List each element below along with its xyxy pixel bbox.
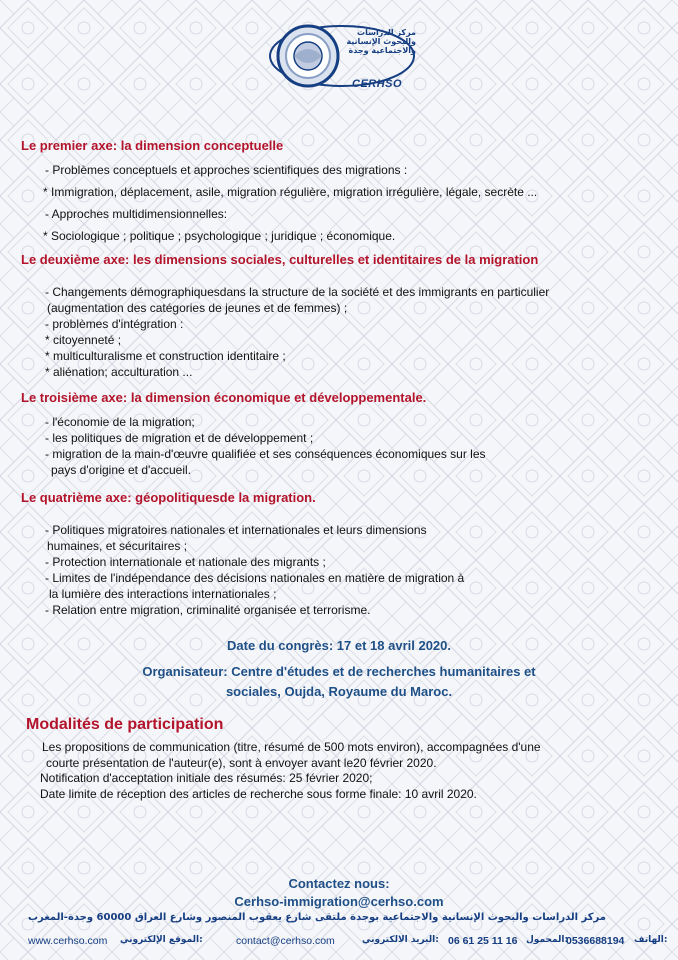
axis-3-line: - l'économie de la migration; bbox=[45, 415, 195, 429]
axis-3-lines bbox=[45, 414, 486, 478]
modalites-title: Modalités de participation bbox=[26, 716, 224, 733]
axis-1-lines bbox=[45, 162, 537, 244]
footer-phone-label: :الهاتف bbox=[634, 935, 668, 945]
axis-4-line: - Limites de l'indépendance des décisions nationales en matière de migration à bbox=[45, 571, 465, 585]
footer-email-label: :البريد الالكتروني bbox=[362, 935, 439, 945]
modalites-line: Date limite de réception des articles de recherche sous forme finale: 10 avril 2020. bbox=[40, 786, 477, 801]
axis-1-title: Le premier axe: la dimension conceptuelle bbox=[21, 138, 284, 153]
axis-1-line: - Problèmes conceptuels et approches scientifiques des migrations : bbox=[45, 163, 408, 177]
contact-title: Contactez nous: bbox=[288, 876, 390, 891]
logo-name: CERHSO bbox=[352, 78, 403, 90]
axis-2-lines bbox=[45, 284, 549, 380]
axis-4-line: la lumière des interactions internationales ; bbox=[49, 587, 277, 601]
modalites-line: Les propositions de communication (titre, résumé de 500 mots environ), accompagnées d'une bbox=[42, 740, 541, 754]
axis-4-line: - Politiques migratoires nationales et internationales et leurs dimensions bbox=[45, 523, 427, 537]
modalites-line: Notification d'acceptation initiale des résumés: 25 février 2020; bbox=[40, 771, 373, 785]
axis-3-line: pays d'origine et d'accueil. bbox=[51, 463, 191, 477]
axis-2-line: * multiculturalisme et construction identitaire ; bbox=[45, 349, 286, 363]
footer-mobile: 06 61 25 11 16 bbox=[448, 935, 518, 947]
axis-3-line: - migration de la main-d'œuvre qualifiée et ses conséquences économiques sur les bbox=[45, 447, 486, 461]
axis-4-title: Le quatrième axe: géopolitiquesde la migration. bbox=[21, 490, 316, 505]
axis-4-line: humaines, et sécuritaires ; bbox=[47, 539, 188, 553]
footer-email-link[interactable]: contact@cerhso.com bbox=[236, 935, 335, 947]
axis-2-line: (augmentation des catégories de jeunes et de femmes) ; bbox=[47, 301, 348, 315]
axis-1-line: * Sociologique ; politique ; psychologique ; juridique ; économique. bbox=[43, 229, 396, 243]
axis-2-line: * citoyenneté ; bbox=[45, 333, 122, 347]
footer-website-link[interactable]: www.cerhso.com bbox=[28, 935, 108, 947]
axis-2-title: Le deuxième axe: les dimensions sociales, culturelles et identitaires de la migration bbox=[21, 252, 539, 267]
axis-3-title: Le troisième axe: la dimension économique et développementale. bbox=[21, 390, 427, 405]
axis-2-line: - problèmes d'intégration : bbox=[45, 317, 184, 331]
axis-1-line: - Approches multidimensionnelles: bbox=[45, 207, 228, 221]
footer-phone: 0536688194 bbox=[566, 935, 625, 947]
axis-3-line: - les politiques de migration et de développement ; bbox=[45, 431, 314, 445]
organizer-line-2: sociales, Oujda, Royaume du Maroc. bbox=[225, 684, 453, 699]
axis-4-line: - Relation entre migration, criminalité organisée et terrorisme. bbox=[45, 603, 371, 617]
congress-date: Date du congrès: 17 et 18 avril 2020. bbox=[227, 638, 451, 653]
footer-mobile-label: :المحمول bbox=[526, 935, 569, 945]
axis-2-line: - Changements démographiquesdans la structure de la société et des immigrants en particulier bbox=[45, 285, 550, 299]
footer-address: مركز الدراسات والبحوث الإنسانية والاجتماعية بوجدة ملتقى شارع يعقوب المنصور وشارع العراق 60000 وجدة-المغرب bbox=[28, 912, 606, 923]
modalites-lines bbox=[42, 740, 541, 802]
cerhso-logo bbox=[266, 14, 418, 96]
contact-email-link[interactable]: Cerhso-immigration@cerhso.com bbox=[234, 894, 444, 909]
axis-4-lines bbox=[45, 522, 464, 618]
modalites-line: courte présentation de l'auteur(e), sont à envoyer avant le20 février 2020. bbox=[46, 755, 437, 770]
axis-1-line: * Immigration, déplacement, asile, migration régulière, migration irrégulière, légale, secrète ... bbox=[43, 185, 538, 199]
logo-arabic-text: مركز الدراسات والبحوث الإنسانية والاجتماعية وجدة bbox=[346, 28, 416, 55]
axis-2-line: * aliénation; acculturation ... bbox=[45, 365, 193, 379]
organizer-line-1: Organisateur: Centre d'études et de recherches humanitaires et bbox=[142, 664, 536, 679]
footer-website-label: :الموقع الإلكتروني bbox=[120, 935, 203, 945]
axis-4-line: - Protection internationale et nationale des migrants ; bbox=[45, 555, 326, 569]
footer-contact-row bbox=[28, 935, 668, 951]
